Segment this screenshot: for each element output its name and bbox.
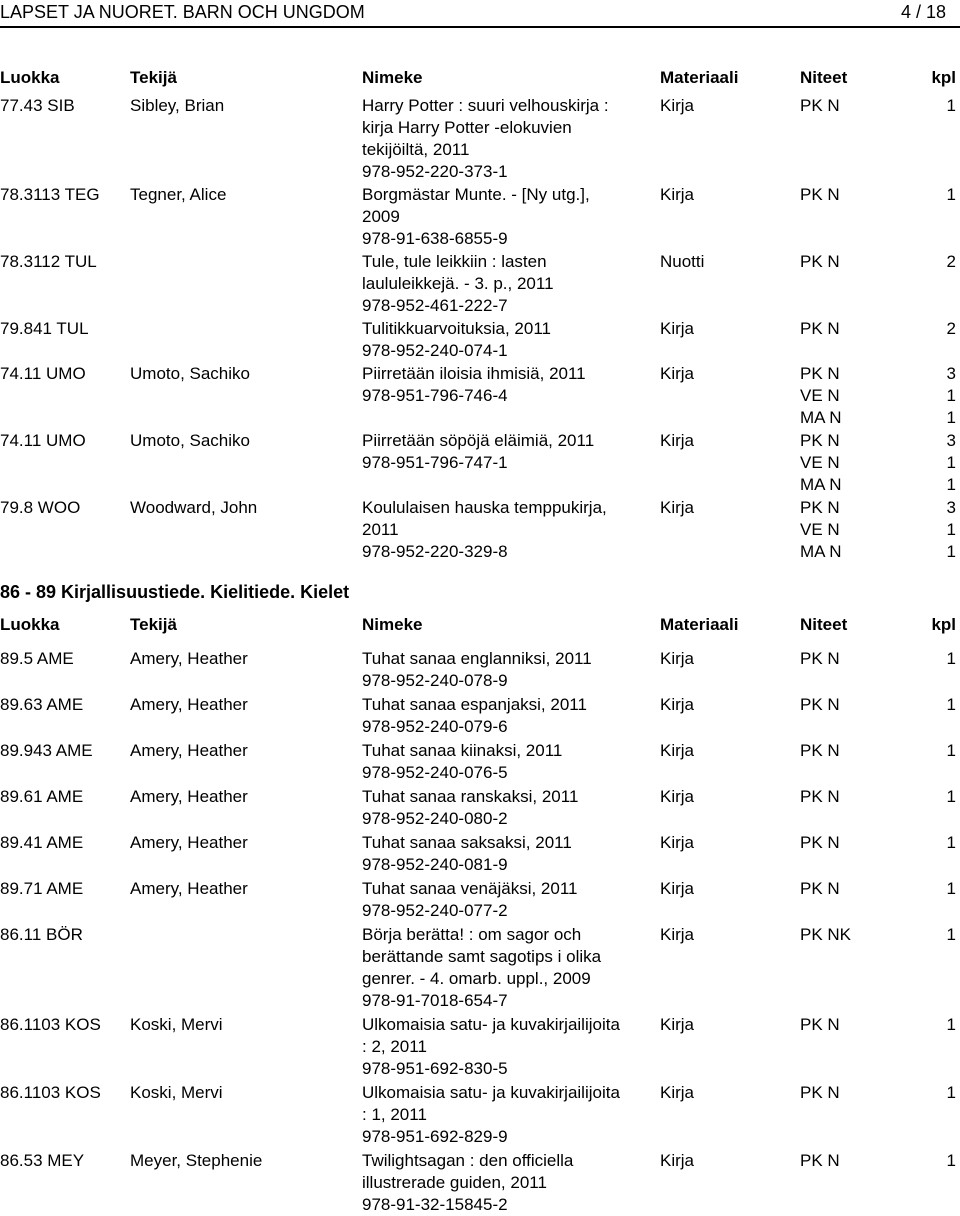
materiaali-cell: Kirja <box>660 1151 695 1170</box>
niteet-cell <box>800 318 910 340</box>
materiaali-cell: Kirja <box>660 185 695 204</box>
niteet-value: VE N <box>800 520 840 539</box>
materiaali-cell: Kirja <box>660 319 695 338</box>
kpl-cell <box>920 1014 956 1036</box>
niteet-cell <box>800 95 910 117</box>
tekija-cell: Umoto, Sachiko <box>130 364 250 383</box>
nimeke-cell <box>362 184 590 250</box>
niteet-cell <box>800 430 910 496</box>
tekija-cell: Amery, Heather <box>130 741 248 760</box>
kpl-cell <box>920 878 956 900</box>
niteet-value: PK N <box>800 833 840 852</box>
kpl-cell <box>920 363 956 429</box>
nimeke-line: genrer. - 4. omarb. uppl., 2009 <box>362 969 591 988</box>
column-header-nimeke: Nimeke <box>362 68 423 87</box>
column-header-kpl: kpl <box>931 68 956 87</box>
nimeke-line: Tuhat sanaa saksaksi, 2011 <box>362 833 572 852</box>
kpl-value: 1 <box>946 1083 956 1102</box>
materiaali-cell: Kirja <box>660 787 695 806</box>
nimeke-line: Piirretään iloisia ihmisiä, 2011 <box>362 364 586 383</box>
nimeke-line: 978-952-240-076-5 <box>362 763 508 782</box>
niteet-value: PK N <box>800 787 840 806</box>
nimeke-cell <box>362 878 577 922</box>
kpl-value: 1 <box>946 1015 956 1034</box>
nimeke-line: 2009 <box>362 207 400 226</box>
column-header-tekija: Tekijä <box>130 615 177 634</box>
niteet-value: PK N <box>800 649 840 668</box>
tekija-cell: Koski, Mervi <box>130 1083 223 1102</box>
nimeke-cell <box>362 1082 620 1148</box>
kpl-value: 1 <box>946 542 956 561</box>
niteet-value: PK N <box>800 185 840 204</box>
kpl-cell <box>920 694 956 716</box>
luokka-cell: 86.1103 KOS <box>0 1015 101 1034</box>
column-header-tekija: Tekijä <box>130 68 177 87</box>
kpl-cell <box>920 1082 956 1104</box>
niteet-cell <box>800 497 910 563</box>
luokka-cell: 77.43 SIB <box>0 96 75 115</box>
niteet-cell <box>800 694 910 716</box>
column-header-nimeke: Nimeke <box>362 615 423 634</box>
kpl-value: 3 <box>946 364 956 383</box>
nimeke-cell <box>362 924 601 1012</box>
kpl-cell <box>920 648 956 670</box>
tekija-cell: Amery, Heather <box>130 879 248 898</box>
kpl-value: 1 <box>946 741 956 760</box>
nimeke-cell <box>362 1014 620 1080</box>
tekija-cell: Meyer, Stephenie <box>130 1151 263 1170</box>
luokka-cell: 89.5 AME <box>0 649 74 668</box>
niteet-value: PK N <box>800 879 840 898</box>
nimeke-cell <box>362 318 551 362</box>
nimeke-cell <box>362 363 586 407</box>
kpl-value: 1 <box>946 408 956 427</box>
column-header-materiaali: Materiaali <box>660 68 739 87</box>
column-header-row <box>0 67 960 89</box>
nimeke-line: Tuhat sanaa kiinaksi, 2011 <box>362 741 563 760</box>
nimeke-line: Tuhat sanaa espanjaksi, 2011 <box>362 695 587 714</box>
kpl-value: 1 <box>946 649 956 668</box>
tekija-cell: Tegner, Alice <box>130 185 227 204</box>
nimeke-line: berättande samt sagotips i olika <box>362 947 602 966</box>
niteet-cell <box>800 1082 910 1104</box>
nimeke-line: 978-952-240-080-2 <box>362 809 508 828</box>
nimeke-cell <box>362 95 609 183</box>
nimeke-line: laululeikkejä. - 3. p., 2011 <box>362 274 554 293</box>
nimeke-line: Piirretään söpöjä eläimiä, 2011 <box>362 431 595 450</box>
nimeke-cell <box>362 786 578 830</box>
tekija-cell: Amery, Heather <box>130 649 248 668</box>
nimeke-line: 978-952-220-373-1 <box>362 162 508 181</box>
niteet-value: PK N <box>800 1151 840 1170</box>
nimeke-line: 978-951-692-829-9 <box>362 1127 508 1146</box>
nimeke-line: 2011 <box>362 520 399 539</box>
nimeke-line: Ulkomaisia satu- ja kuvakirjailijoita <box>362 1015 620 1034</box>
nimeke-line: kirja Harry Potter -elokuvien <box>362 118 572 137</box>
niteet-cell <box>800 1014 910 1036</box>
nimeke-line: Börja berätta! : om sagor och <box>362 925 582 944</box>
niteet-value: PK NK <box>800 925 852 944</box>
nimeke-line: 978-91-638-6855-9 <box>362 229 508 248</box>
kpl-value: 1 <box>946 185 956 204</box>
materiaali-cell: Kirja <box>660 695 695 714</box>
niteet-value: PK N <box>800 695 840 714</box>
kpl-value: 1 <box>946 925 956 944</box>
luokka-cell: 78.3113 TEG <box>0 185 100 204</box>
luokka-cell: 89.71 AME <box>0 879 84 898</box>
nimeke-line: 978-951-796-746-4 <box>362 386 508 405</box>
nimeke-cell <box>362 497 607 563</box>
tekija-cell: Koski, Mervi <box>130 1015 223 1034</box>
kpl-value: 1 <box>946 475 956 494</box>
kpl-value: 1 <box>946 96 956 115</box>
luokka-cell: 89.61 AME <box>0 787 84 806</box>
niteet-cell <box>800 1150 910 1172</box>
niteet-value: PK N <box>800 252 840 271</box>
materiaali-cell: Kirja <box>660 1015 695 1034</box>
tekija-cell: Amery, Heather <box>130 695 248 714</box>
niteet-cell <box>800 740 910 762</box>
nimeke-cell <box>362 694 587 738</box>
column-header-luokka: Luokka <box>0 68 60 87</box>
materiaali-cell: Nuotti <box>660 252 705 271</box>
nimeke-line: 978-952-240-081-9 <box>362 855 508 874</box>
materiaali-cell: Kirja <box>660 498 695 517</box>
nimeke-cell <box>362 740 562 784</box>
kpl-cell <box>920 786 956 808</box>
nimeke-line: Koululaisen hauska temppukirja, <box>362 498 607 517</box>
tekija-cell: Umoto, Sachiko <box>130 431 250 450</box>
niteet-cell <box>800 924 910 946</box>
kpl-cell <box>920 1150 956 1172</box>
luokka-cell: 74.11 UMO <box>0 364 86 383</box>
kpl-cell <box>920 95 956 117</box>
nimeke-line: 978-952-461-222-7 <box>362 296 508 315</box>
tekija-cell: Amery, Heather <box>130 833 248 852</box>
niteet-value: PK N <box>800 96 840 115</box>
niteet-value: PK N <box>800 319 840 338</box>
luokka-cell: 86.1103 KOS <box>0 1083 101 1102</box>
nimeke-line: 978-952-240-079-6 <box>362 717 508 736</box>
niteet-value: PK N <box>800 1015 840 1034</box>
luokka-cell: 89.63 AME <box>0 695 84 714</box>
nimeke-line: : 1, 2011 <box>362 1105 427 1124</box>
kpl-value: 1 <box>946 453 956 472</box>
kpl-value: 1 <box>946 787 956 806</box>
column-header-row <box>0 614 960 636</box>
nimeke-line: Borgmästar Munte. - [Ny utg.], <box>362 185 590 204</box>
nimeke-line: Harry Potter : suuri velhouskirja : <box>362 96 609 115</box>
materiaali-cell: Kirja <box>660 649 695 668</box>
kpl-value: 3 <box>946 431 956 450</box>
niteet-cell <box>800 648 910 670</box>
kpl-cell <box>920 184 956 206</box>
luokka-cell: 74.11 UMO <box>0 431 86 450</box>
nimeke-line: 978-951-692-830-5 <box>362 1059 508 1078</box>
kpl-cell <box>920 430 956 496</box>
materiaali-cell: Kirja <box>660 741 695 760</box>
nimeke-line: 978-952-240-077-2 <box>362 901 508 920</box>
column-header-niteet: Niteet <box>800 615 848 634</box>
niteet-cell <box>800 184 910 206</box>
luokka-cell: 79.8 WOO <box>0 498 81 517</box>
nimeke-line: illustrerade guiden, 2011 <box>362 1173 547 1192</box>
kpl-cell <box>920 924 956 946</box>
kpl-value: 1 <box>946 520 956 539</box>
niteet-cell <box>800 251 910 273</box>
luokka-cell: 79.841 TUL <box>0 319 89 338</box>
nimeke-line: tekijöiltä, 2011 <box>362 140 470 159</box>
niteet-value: PK N <box>800 364 840 383</box>
nimeke-cell <box>362 832 572 876</box>
column-header-kpl: kpl <box>931 615 956 634</box>
kpl-value: 3 <box>946 498 956 517</box>
niteet-value: MA N <box>800 542 842 561</box>
niteet-value: VE N <box>800 453 840 472</box>
column-header-materiaali: Materiaali <box>660 615 739 634</box>
kpl-value: 2 <box>946 319 956 338</box>
header-divider <box>0 26 960 28</box>
luokka-cell: 89.41 AME <box>0 833 84 852</box>
niteet-value: PK N <box>800 431 840 450</box>
section-heading: 86 - 89 Kirjallisuustiede. Kielitiede. Kielet <box>0 582 350 602</box>
kpl-cell <box>920 251 956 273</box>
luokka-cell: 86.11 BÖR <box>0 925 83 944</box>
kpl-cell <box>920 740 956 762</box>
materiaali-cell: Kirja <box>660 96 695 115</box>
nimeke-line: 978-951-796-747-1 <box>362 453 508 472</box>
nimeke-line: 978-952-240-074-1 <box>362 341 508 360</box>
page-number: 4 / 18 <box>900 2 946 22</box>
kpl-value: 1 <box>946 1151 956 1170</box>
kpl-value: 1 <box>946 833 956 852</box>
nimeke-cell <box>362 648 592 692</box>
nimeke-line: 978-91-32-15845-2 <box>362 1195 508 1214</box>
niteet-value: PK N <box>800 498 840 517</box>
column-header-luokka: Luokka <box>0 615 60 634</box>
materiaali-cell: Kirja <box>660 833 695 852</box>
nimeke-cell <box>362 251 554 317</box>
nimeke-cell <box>362 1150 573 1216</box>
niteet-value: VE N <box>800 386 840 405</box>
niteet-value: MA N <box>800 408 842 427</box>
tekija-cell: Woodward, John <box>130 498 258 517</box>
nimeke-line: Ulkomaisia satu- ja kuvakirjailijoita <box>362 1083 620 1102</box>
niteet-value: PK N <box>800 741 840 760</box>
nimeke-line: Tulitikkuarvoituksia, 2011 <box>362 319 551 338</box>
kpl-value: 1 <box>946 879 956 898</box>
nimeke-line: : 2, 2011 <box>362 1037 427 1056</box>
kpl-cell <box>920 318 956 340</box>
luokka-cell: 89.943 AME <box>0 741 93 760</box>
niteet-cell <box>800 878 910 900</box>
luokka-cell: 78.3112 TUL <box>0 252 97 271</box>
kpl-cell <box>920 497 956 563</box>
materiaali-cell: Kirja <box>660 431 695 450</box>
kpl-value: 2 <box>946 252 956 271</box>
niteet-cell <box>800 832 910 854</box>
nimeke-line: Tuhat sanaa ranskaksi, 2011 <box>362 787 579 806</box>
nimeke-line: 978-952-220-329-8 <box>362 542 508 561</box>
nimeke-line: Tuhat sanaa venäjäksi, 2011 <box>362 879 578 898</box>
tekija-cell: Amery, Heather <box>130 787 248 806</box>
niteet-value: PK N <box>800 1083 840 1102</box>
niteet-cell <box>800 363 910 429</box>
page-title: LAPSET JA NUORET. BARN OCH UNGDOM <box>0 2 365 22</box>
materiaali-cell: Kirja <box>660 925 695 944</box>
nimeke-line: 978-952-240-078-9 <box>362 671 508 690</box>
nimeke-cell <box>362 430 594 474</box>
nimeke-line: Tuhat sanaa englanniksi, 2011 <box>362 649 592 668</box>
nimeke-line: Twilightsagan : den officiella <box>362 1151 574 1170</box>
luokka-cell: 86.53 MEY <box>0 1151 85 1170</box>
tekija-cell: Sibley, Brian <box>130 96 225 115</box>
nimeke-line: Tule, tule leikkiin : lasten <box>362 252 547 271</box>
kpl-value: 1 <box>946 386 956 405</box>
materiaali-cell: Kirja <box>660 879 695 898</box>
niteet-value: MA N <box>800 475 842 494</box>
nimeke-line: 978-91-7018-654-7 <box>362 991 508 1010</box>
niteet-cell <box>800 786 910 808</box>
materiaali-cell: Kirja <box>660 1083 695 1102</box>
kpl-value: 1 <box>946 695 956 714</box>
materiaali-cell: Kirja <box>660 364 695 383</box>
kpl-cell <box>920 832 956 854</box>
column-header-niteet: Niteet <box>800 68 848 87</box>
